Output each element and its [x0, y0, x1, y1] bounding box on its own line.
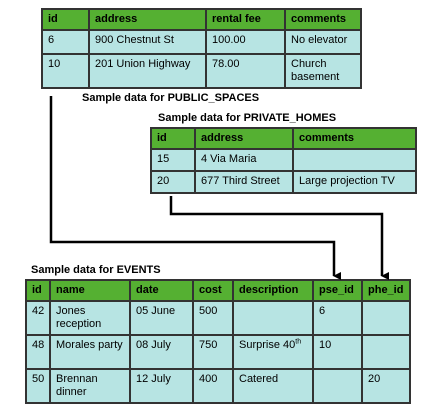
- column-header: id: [42, 9, 89, 30]
- table-cell: 500: [193, 301, 233, 335]
- table-cell: 10: [42, 54, 89, 88]
- column-header: cost: [193, 280, 233, 301]
- table-cell: No elevator: [285, 30, 361, 54]
- column-header: id: [26, 280, 50, 301]
- table-cell: Jones reception: [50, 301, 130, 335]
- pse-id-foreign-key-arrow: [51, 96, 337, 276]
- column-header: comments: [285, 9, 361, 30]
- table-cell: 100.00: [206, 30, 285, 54]
- table-cell: 201 Union Highway: [89, 54, 206, 88]
- phe-id-foreign-key-arrow: [171, 196, 382, 276]
- table-cell: 400: [193, 369, 233, 403]
- table-cell: 6: [42, 30, 89, 54]
- table-cell: 6: [313, 301, 362, 335]
- table-cell: 50: [26, 369, 50, 403]
- column-header: address: [89, 9, 206, 30]
- table-cell: 48: [26, 335, 50, 369]
- public-spaces-caption: Sample data for PUBLIC_SPACES: [82, 92, 260, 104]
- table-cell: 05 June: [130, 301, 193, 335]
- table-cell: 10: [313, 335, 362, 369]
- table-cell: 20: [362, 369, 410, 403]
- table-cell: 4 Via Maria: [195, 149, 293, 171]
- table-cell: 78.00: [206, 54, 285, 88]
- table-cell: Catered: [233, 369, 313, 403]
- private-homes-caption: Sample data for PRIVATE_HOMES: [158, 112, 337, 124]
- column-header: id: [151, 128, 195, 149]
- table-cell: 900 Chestnut St: [89, 30, 206, 54]
- events-caption: Sample data for EVENTS: [31, 264, 161, 276]
- table-cell: Church basement: [285, 54, 361, 88]
- table-cell: 42: [26, 301, 50, 335]
- table-cell: 20: [151, 171, 195, 193]
- table-cell: Morales party: [50, 335, 130, 369]
- column-header: rental fee: [206, 9, 285, 30]
- column-header: date: [130, 280, 193, 301]
- table-cell: 08 July: [130, 335, 193, 369]
- table-cell: Large projection TV: [293, 171, 416, 193]
- column-header: phe_id: [362, 280, 410, 301]
- table-cell: 677 Third Street: [195, 171, 293, 193]
- column-header: comments: [293, 128, 416, 149]
- table-cell: 12 July: [130, 369, 193, 403]
- table-cell: Brennan dinner: [50, 369, 130, 403]
- column-header: address: [195, 128, 293, 149]
- table-cell: 750: [193, 335, 233, 369]
- table-cell: Surprise 40th: [233, 335, 313, 369]
- table-cell: 15: [151, 149, 195, 171]
- column-header: description: [233, 280, 313, 301]
- column-header: name: [50, 280, 130, 301]
- column-header: pse_id: [313, 280, 362, 301]
